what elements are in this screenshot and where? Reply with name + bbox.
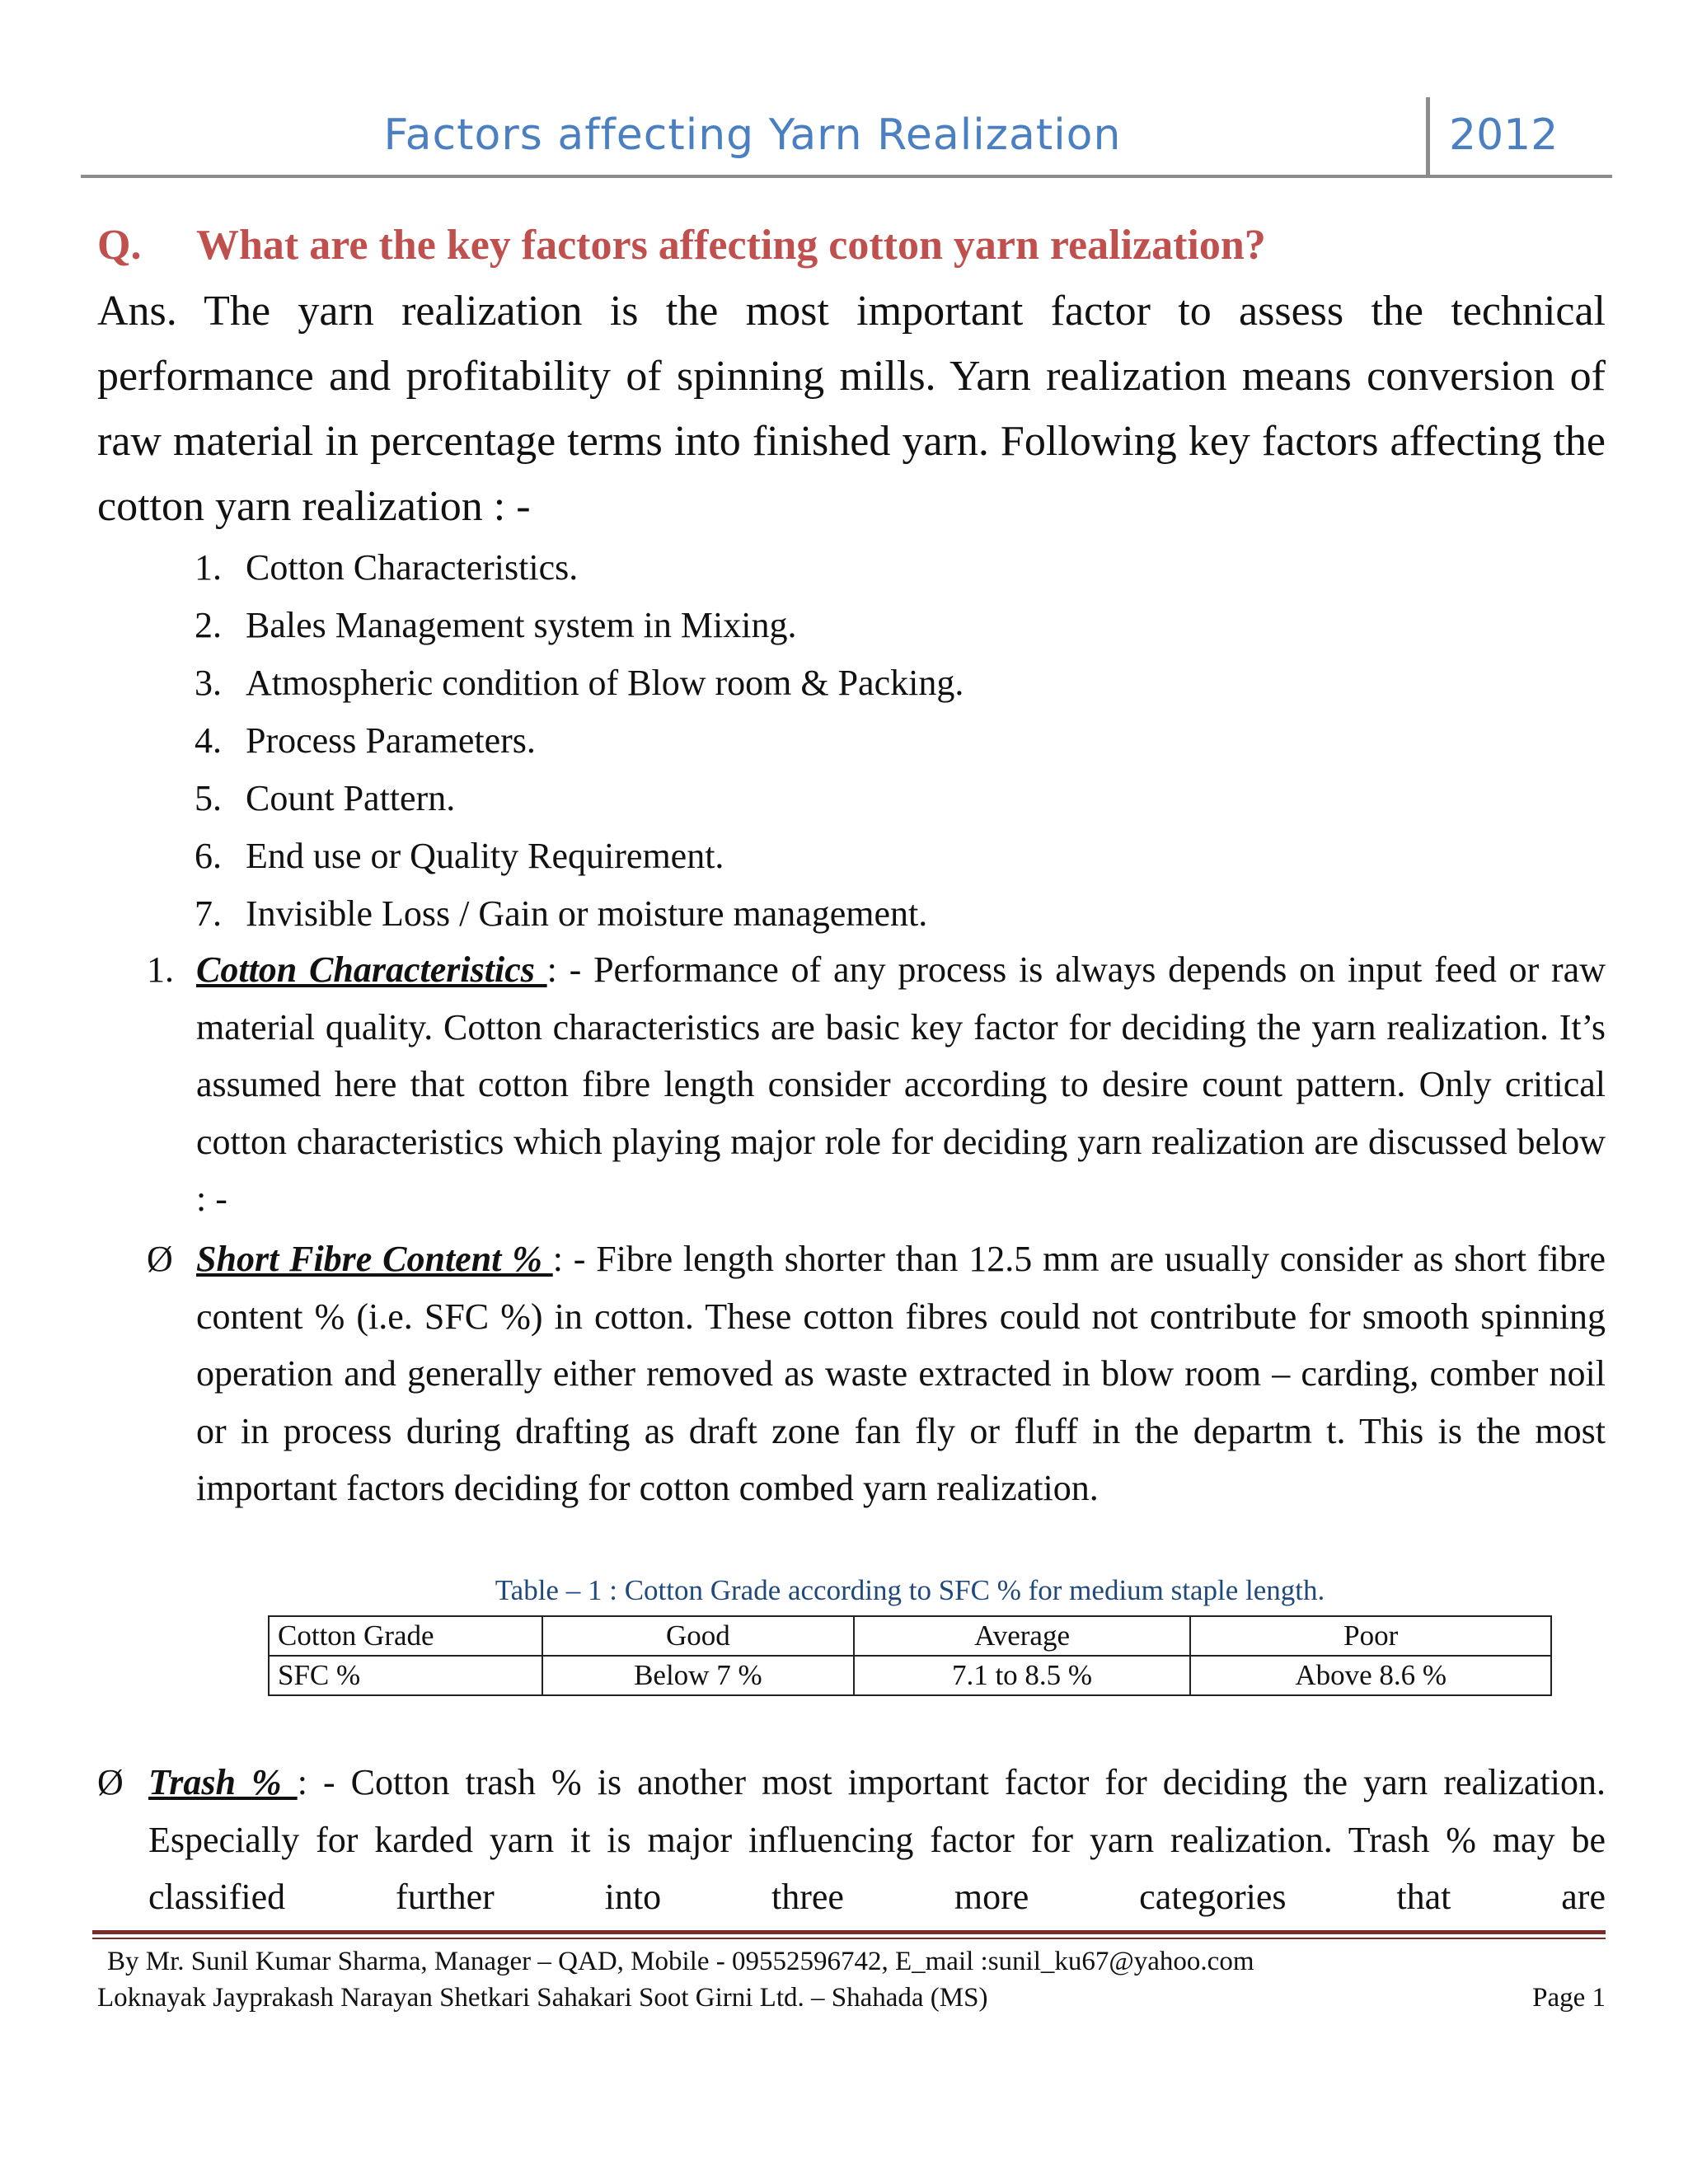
table-row xyxy=(269,1656,1551,1695)
header-year: 2012 xyxy=(1449,110,1559,160)
list-item: 1. Cotton Characteristics. xyxy=(195,547,579,588)
section-body: Fibre length shorter than 12.5 mm are usually consider as short fibre content % (i.e. SFC %) in cotton. These cotton fibres could not contribute for smooth spinning operation and generally either removed as waste extracted in blow room – carding, comber noil or in process during drafting as draft zone fan fly or fluff in the departm t. This is the most important factors deciding for cotton combed yarn realization. xyxy=(196,1239,1606,1508)
list-item: 4. Process Parameters. xyxy=(195,720,536,761)
list-item: 3. Atmospheric condition of Blow room & Packing. xyxy=(195,663,964,703)
footer-rule xyxy=(92,1938,1606,1939)
table-row xyxy=(269,1616,1551,1656)
table-cell: Below 7 % xyxy=(542,1656,854,1695)
table-cell: Good xyxy=(542,1616,854,1656)
factor-list xyxy=(195,539,1513,943)
table-caption: Table – 1 : Cotton Grade according to SFC % for medium staple length. xyxy=(495,1574,1325,1606)
section-paragraph: Short Fibre Content % : - Fibre length shorter than 12.5 mm are usually consider as short fibre content % (i.e. SFC %) in cotton. These cotton fibres could not contribute for smooth spinning operation and generally either removed as waste extracted in blow room – carding, comber noil or in process during drafting as draft zone fan fly or fluff in the departm t. This is the most important factors deciding for cotton combed yarn realization. xyxy=(196,1239,1606,1508)
table-cell: Poor xyxy=(1190,1616,1551,1656)
question xyxy=(97,221,1606,269)
list-item: 2. Bales Management system in Mixing. xyxy=(195,605,797,645)
cotton-characteristics-section xyxy=(147,941,1606,1228)
footer-rule xyxy=(92,1930,1606,1934)
footer-organization: Loknayak Jayprakash Narayan Shetkari Sahakari Soot Girni Ltd. – Shahada (MS) Page 1 xyxy=(97,1983,1606,2013)
question-label: Q. xyxy=(97,222,142,269)
section-heading: Trash % xyxy=(148,1762,298,1802)
section-heading: Short Fibre Content % xyxy=(196,1239,553,1279)
header-divider xyxy=(1426,97,1430,176)
table-cell: SFC % xyxy=(269,1656,542,1695)
bullet-arrow-icon: Ø xyxy=(97,1762,124,1802)
question-text: What are the key factors affecting cotton yarn realization? xyxy=(196,222,1266,269)
trash-section xyxy=(97,1754,1606,1926)
page-number: Page 1 xyxy=(1532,1983,1606,2013)
section-body: Cotton trash % is another most important factor for deciding the yarn realization. Especially for karded yarn it is major influencing factor for yarn realization. Trash % may be classified further into three more categories that are xyxy=(148,1762,1606,1917)
table-cell: 7.1 to 8.5 % xyxy=(854,1656,1191,1695)
list-item: 5. Count Pattern. xyxy=(195,778,456,818)
table-cell: Above 8.6 % xyxy=(1190,1656,1551,1695)
table-cell: Average xyxy=(854,1616,1191,1656)
section-body: Performance of any process is always depends on input feed or raw material quality. Cotton characteristics are basic key factor for deciding the yarn realization. It’s assumed here that cotton fibre length consider according to desire count pattern. Only critical cotton characteristics which playing major role for deciding yarn realization are discussed below : - xyxy=(196,949,1606,1219)
footer-author: By Mr. Sunil Kumar Sharma, Manager – QAD, Mobile - 09552596742, E_mail :sunil_ku67@yahoo.com xyxy=(107,1947,1254,1976)
header-rule xyxy=(81,175,1612,178)
cotton-grade-table xyxy=(268,1615,1552,1696)
table-cell: Cotton Grade xyxy=(269,1616,542,1656)
section-heading: Cotton Characteristics xyxy=(196,949,547,990)
section-paragraph: Cotton Characteristics : - Performance of any process is always depends on input feed or raw material quality. Cotton characteristics are basic key factor for deciding the yarn realization. It’s assumed here that cotton fibre length consider according to desire count pattern. Only critical cotton characteristics which playing major role for deciding yarn realization are discussed below : - xyxy=(196,949,1606,1219)
header-title: Factors affecting Yarn Realization xyxy=(383,110,1122,160)
list-item: 6. End use or Quality Requirement. xyxy=(195,836,724,876)
list-item: 7. Invisible Loss / Gain or moisture management. xyxy=(195,893,928,934)
short-fibre-section xyxy=(147,1230,1606,1517)
section-paragraph: Trash % : - Cotton trash % is another most important factor for deciding the yarn realization. Especially for karded yarn it is major influencing factor for yarn realization. Trash % may be classified further into three more categories that are xyxy=(148,1762,1606,1917)
page-header xyxy=(81,97,1612,180)
bullet-arrow-icon: Ø xyxy=(147,1239,173,1279)
section-number: 1. xyxy=(147,949,174,990)
answer-paragraph: Ans. The yarn realization is the most important factor to assess the technical performance and profitability of spinning mills. Yarn realization means conversion of raw material in percentage terms into finished yarn. Following key factors affecting the cotton yarn realization : - xyxy=(97,288,1606,530)
